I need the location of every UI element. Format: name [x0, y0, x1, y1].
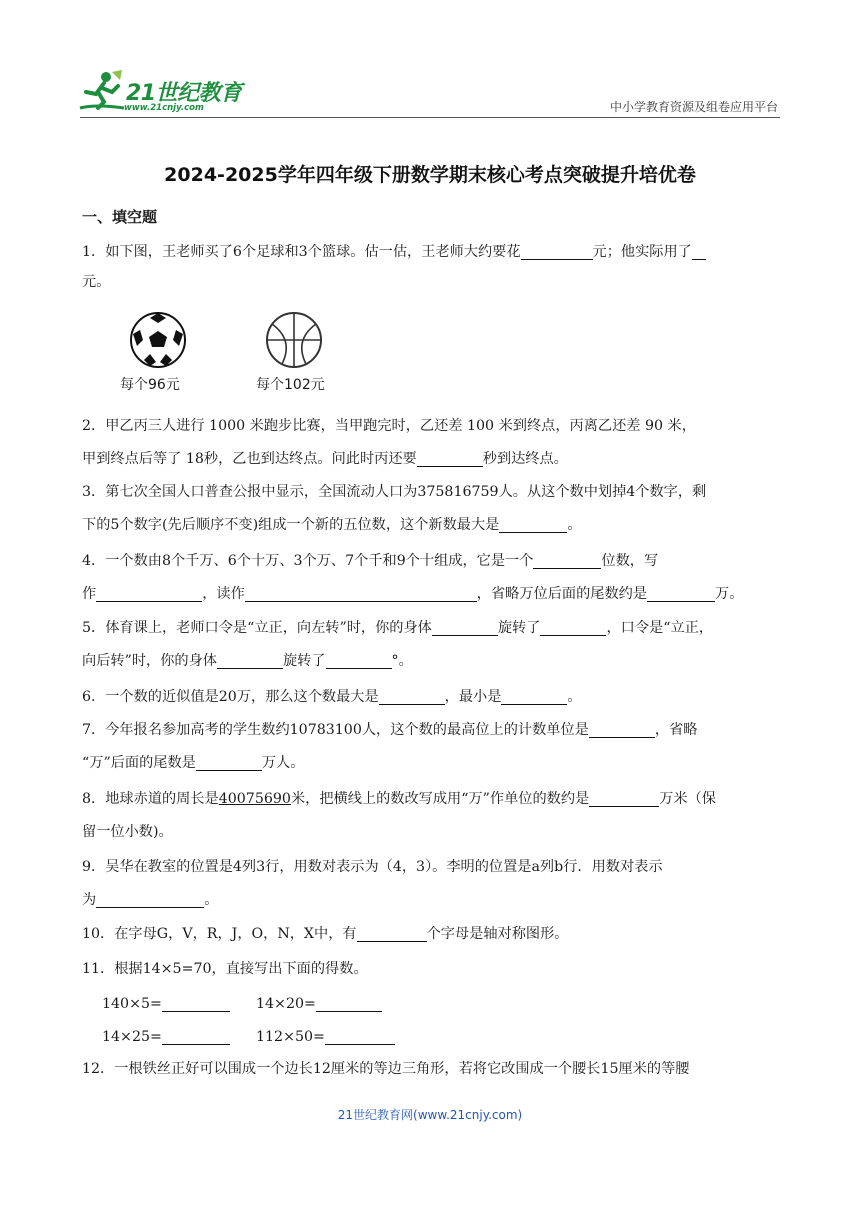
- question-3: [82, 476, 782, 509]
- question-text: ，省略: [654, 722, 698, 738]
- logo-url: www.21cnjy.com: [124, 103, 204, 113]
- calc-expression: 140×5=: [102, 996, 162, 1012]
- question-text: 12．一根铁丝正好可以围成一个边长12厘米的等边三角形，若将它改围成一个腰长15厘米的等腰: [82, 1061, 690, 1077]
- question-6: [82, 681, 782, 714]
- question-text: ，读作: [202, 586, 245, 602]
- calc-expression: 14×25=: [102, 1029, 162, 1045]
- basketball-icon: [264, 310, 324, 370]
- question-text: 4．一个数由8个千万、6个十万、3个万、7个千和9个十组成，它是一个: [82, 553, 534, 569]
- logo: [76, 68, 256, 118]
- answer-blank[interactable]: [316, 993, 382, 1012]
- question-7: [82, 714, 782, 747]
- calc-item: [256, 1026, 395, 1045]
- calc-item: [256, 993, 382, 1012]
- question-4-line2: [82, 578, 782, 611]
- calc-item: [102, 1026, 230, 1045]
- logo-text: 21世纪教育: [126, 81, 242, 106]
- basketball-price: 每个102元: [256, 377, 325, 393]
- question-12: [82, 1053, 782, 1086]
- question-8-line2: [82, 816, 782, 849]
- platform-name: 中小学教育资源及组卷应用平台: [609, 100, 778, 114]
- answer-blank[interactable]: [357, 923, 427, 942]
- question-text: 甲到终点后等了 18秒，乙也到达终点。问此时丙还要: [82, 451, 417, 467]
- question-text: 11．根据14×5=70，直接写出下面的得数。: [82, 961, 368, 977]
- question-text: 1．如下图，王老师买了6个足球和3个篮球。估一估，王老师大约要花: [82, 244, 521, 260]
- question-11: [82, 953, 782, 986]
- runner-icon: [76, 68, 128, 114]
- question-2-line2: [82, 443, 782, 476]
- calc-expression: 14×20=: [256, 996, 316, 1012]
- question-text: 6．一个数的近似值是20万，那么这个数最大是: [82, 689, 379, 705]
- page-title: 2024-2025学年四年级下册数学期末核心考点突破提升培优卷: [164, 164, 696, 186]
- answer-blank[interactable]: [501, 686, 567, 705]
- answer-blank[interactable]: [432, 617, 498, 636]
- question-text: 9．吴华在教室的位置是4列3行，用数对表示为（4，3）。李明的位置是a列b行．用数对表示: [82, 859, 663, 875]
- question-text: 万。: [715, 586, 744, 602]
- calc-expression: 112×50=: [256, 1029, 325, 1045]
- question-8: [82, 783, 782, 816]
- answer-blank[interactable]: [379, 686, 445, 705]
- question-text: 10．在字母G，V，R，J，O，N，X中，有: [82, 926, 357, 942]
- question-text: ，最小是: [444, 689, 502, 705]
- football-icon: [128, 310, 188, 370]
- football-price: 每个96元: [120, 377, 180, 393]
- question-5: [82, 612, 782, 645]
- question-1: [82, 236, 782, 269]
- answer-blank[interactable]: [96, 583, 202, 602]
- answer-blank[interactable]: [692, 241, 706, 260]
- question-text: “万”后面的尾数是: [82, 755, 196, 771]
- answer-blank[interactable]: [326, 650, 392, 669]
- question-7-line2: [82, 747, 782, 780]
- ball-figure: [112, 306, 352, 398]
- question-text: 秒到达终点。: [482, 451, 568, 467]
- question-10: [82, 918, 782, 951]
- question-text: 旋转了: [282, 653, 326, 669]
- question-4: [82, 545, 782, 578]
- footer-link[interactable]: 21世纪教育网(www.21cnjy.com): [337, 1108, 523, 1122]
- answer-blank[interactable]: [162, 993, 230, 1012]
- question-text: 个字母是轴对称图形。: [426, 926, 569, 942]
- answer-blank[interactable]: [417, 448, 483, 467]
- answer-blank[interactable]: [196, 752, 262, 771]
- question-text: 8．地球赤道的周长是: [82, 791, 219, 807]
- question-text: 。: [567, 517, 582, 533]
- question-3-line2: [82, 509, 782, 542]
- question-1-line2: [82, 266, 782, 299]
- question-text: 7．今年报名参加高考的学生数约10783100人，这个数的最高位上的计数单位是: [82, 722, 589, 738]
- answer-blank[interactable]: [217, 650, 283, 669]
- question-text: 元；他实际用了: [592, 244, 692, 260]
- answer-blank[interactable]: [245, 583, 477, 602]
- answer-blank[interactable]: [162, 1026, 230, 1045]
- question-text: 米，把横线上的数改写成用“万”作单位的数约是: [290, 791, 590, 807]
- section-heading: 一、填空题: [82, 208, 158, 226]
- header-divider: [80, 117, 780, 118]
- answer-blank[interactable]: [589, 719, 655, 738]
- answer-blank[interactable]: [325, 1026, 395, 1045]
- question-text: 下的5个数字(先后顺序不变)组成一个新的五位数，这个新数最大是: [82, 517, 500, 533]
- underlined-number: 40075690: [218, 791, 291, 807]
- question-text: 元。: [82, 274, 111, 290]
- question-9-line2: [82, 884, 782, 917]
- question-text: 向后转”时，你的身体: [82, 653, 217, 669]
- answer-blank[interactable]: [540, 617, 606, 636]
- question-text: ，省略万位后面的尾数约是: [476, 586, 648, 602]
- question-text: °。: [391, 653, 413, 669]
- question-text: 留一位小数)。: [82, 824, 173, 840]
- question-text: 。: [204, 892, 219, 908]
- question-text: 3．第七次全国人口普查公报中显示，全国流动人口为375816759人。从这个数中划掉4个数字，剩: [82, 484, 707, 500]
- question-text: 2．甲乙丙三人进行 1000 米跑步比赛，当甲跑完时，乙还差 100 米到终点，丙离乙还差 90 米，: [82, 418, 696, 434]
- question-text: 万人。: [261, 755, 305, 771]
- question-9: [82, 851, 782, 884]
- question-text: ，口令是“立正，: [606, 620, 714, 636]
- question-text: 为: [82, 892, 97, 908]
- question-text: 位数，写: [601, 553, 659, 569]
- question-text: 5．体育课上，老师口令是“立正，向左转”时，你的身体: [82, 620, 432, 636]
- question-2: [82, 410, 782, 443]
- answer-blank[interactable]: [499, 514, 567, 533]
- answer-blank[interactable]: [647, 583, 715, 602]
- question-text: 万米（保: [659, 791, 716, 807]
- answer-blank[interactable]: [521, 241, 593, 260]
- question-text: 旋转了: [497, 620, 541, 636]
- answer-blank[interactable]: [96, 889, 204, 908]
- answer-blank[interactable]: [533, 550, 601, 569]
- calc-item: [102, 993, 230, 1012]
- answer-blank[interactable]: [589, 788, 659, 807]
- question-text: 。: [567, 689, 582, 705]
- question-5-line2: [82, 645, 782, 678]
- question-text: 作: [82, 586, 97, 602]
